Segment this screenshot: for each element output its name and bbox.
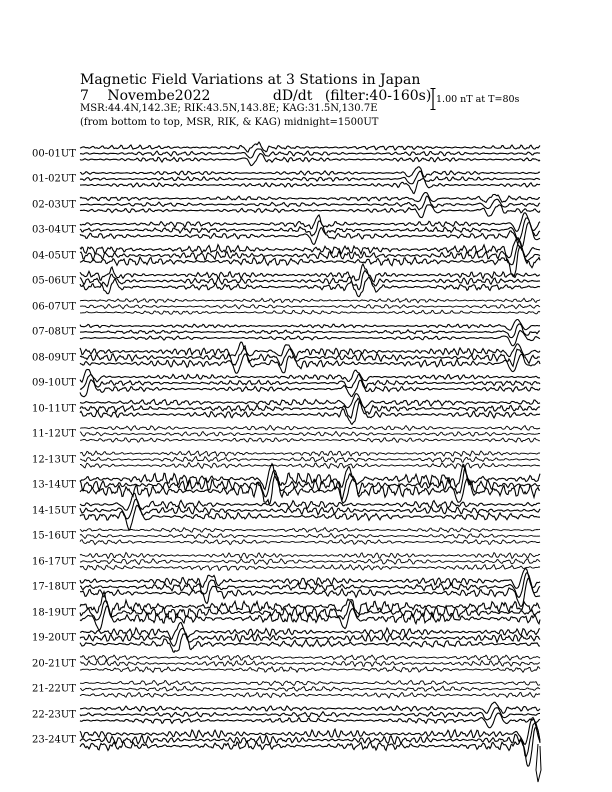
quantity-label: dD/dt [272,88,313,104]
hour-label: 10-11UT [32,403,76,414]
trace-msr-06-07UT [80,310,540,314]
hour-label: 18-19UT [32,607,76,618]
hour-label: 11-12UT [32,428,76,440]
hour-label: 02-03UT [32,199,76,210]
month-year-label: Novembe2022 [107,88,211,104]
scale-label: 1.00 nT at T=80s [436,94,520,105]
trace-rik-16-17UT [80,559,540,565]
trace-rik-21-22UT [80,686,540,691]
hour-label: 23-24UT [32,734,76,746]
trace-rik-06-07UT [80,304,540,309]
hour-label: 20-21UT [32,658,76,669]
trace-kag-21-22UT [80,680,540,685]
trace-rik-23-24UT [80,723,540,757]
trace-msr-18-19UT [80,606,540,630]
trace-msr-17-18UT [80,579,540,607]
trace-kag-10-11UT [80,394,540,408]
trace-msr-02-03UT [80,205,540,218]
trace-msr-00-01UT [80,154,540,166]
hour-label: 01-02UT [32,173,76,185]
hour-label: 13-14UT [32,479,76,491]
trace-rik-03-04UT [80,218,540,240]
trace-rik-11-12UT [80,431,540,436]
trace-kag-03-04UT [80,213,540,232]
day-label: 7 [80,88,89,104]
hour-label: 16-17UT [32,556,76,567]
trace-msr-15-16UT [80,540,540,545]
trace-rik-22-23UT [80,708,540,720]
trace-kag-01-02UT [80,167,540,178]
trace-msr-10-11UT [80,401,540,425]
hour-label: 09-10UT [32,377,76,389]
hour-label: 12-13UT [32,454,76,465]
trace-msr-11-12UT [80,438,540,443]
trace-kag-12-13UT [80,451,540,456]
trace-rik-12-13UT [80,457,540,463]
hour-label: 17-18UT [32,581,76,593]
trace-msr-08-09UT [80,354,540,373]
trace-kag-09-10UT [80,370,540,383]
trace-msr-20-21UT [80,667,540,673]
order-note: (from bottom to top, MSR, RIK, & KAG) midnight=1500UT [80,117,379,128]
hour-label: 08-09UT [32,352,76,363]
stations-line: MSR:44.4N,142.3E; RIK:43.5N,143.8E; KAG:31.5N,130.7E [80,103,378,114]
trace-msr-14-15UT [80,505,540,530]
chart-title: Magnetic Field Variations at 3 Stations in Japan [80,72,421,88]
trace-kag-02-03UT [80,193,540,203]
hour-label: 21-22UT [32,683,76,695]
trace-msr-01-02UT [80,179,540,194]
hour-label: 00-01UT [32,148,76,159]
hour-label: 06-07UT [32,301,76,312]
trace-rik-20-21UT [80,661,540,667]
trace-rik-00-01UT [80,149,540,158]
trace-kag-15-16UT [80,528,540,533]
trace-msr-19-20UT [80,633,540,652]
trace-kag-16-17UT [80,553,540,559]
hour-label: 19-20UT [32,632,76,644]
trace-msr-16-17UT [80,565,540,571]
hour-label: 22-23UT [32,709,76,720]
trace-rik-15-16UT [80,534,540,539]
filter-label: (filter:40-160s) [324,88,432,104]
end-spike-trace [536,744,541,782]
trace-msr-12-13UT [80,463,540,469]
hour-label: 15-16UT [32,530,76,542]
trace-kag-07-08UT [80,320,540,331]
hour-label: 05-06UT [32,275,76,287]
hour-label: 04-05UT [32,250,76,261]
trace-kag-00-01UT [80,142,540,152]
trace-kag-20-21UT [80,655,540,661]
trace-kag-22-23UT [80,702,540,713]
hour-label: 14-15UT [32,505,76,516]
trace-kag-11-12UT [80,425,540,430]
hour-label: 07-08UT [32,326,76,338]
trace-msr-21-22UT [80,692,540,697]
trace-kag-06-07UT [80,298,540,303]
trace-rik-10-11UT [80,398,540,418]
hour-label: 03-04UT [32,224,76,236]
